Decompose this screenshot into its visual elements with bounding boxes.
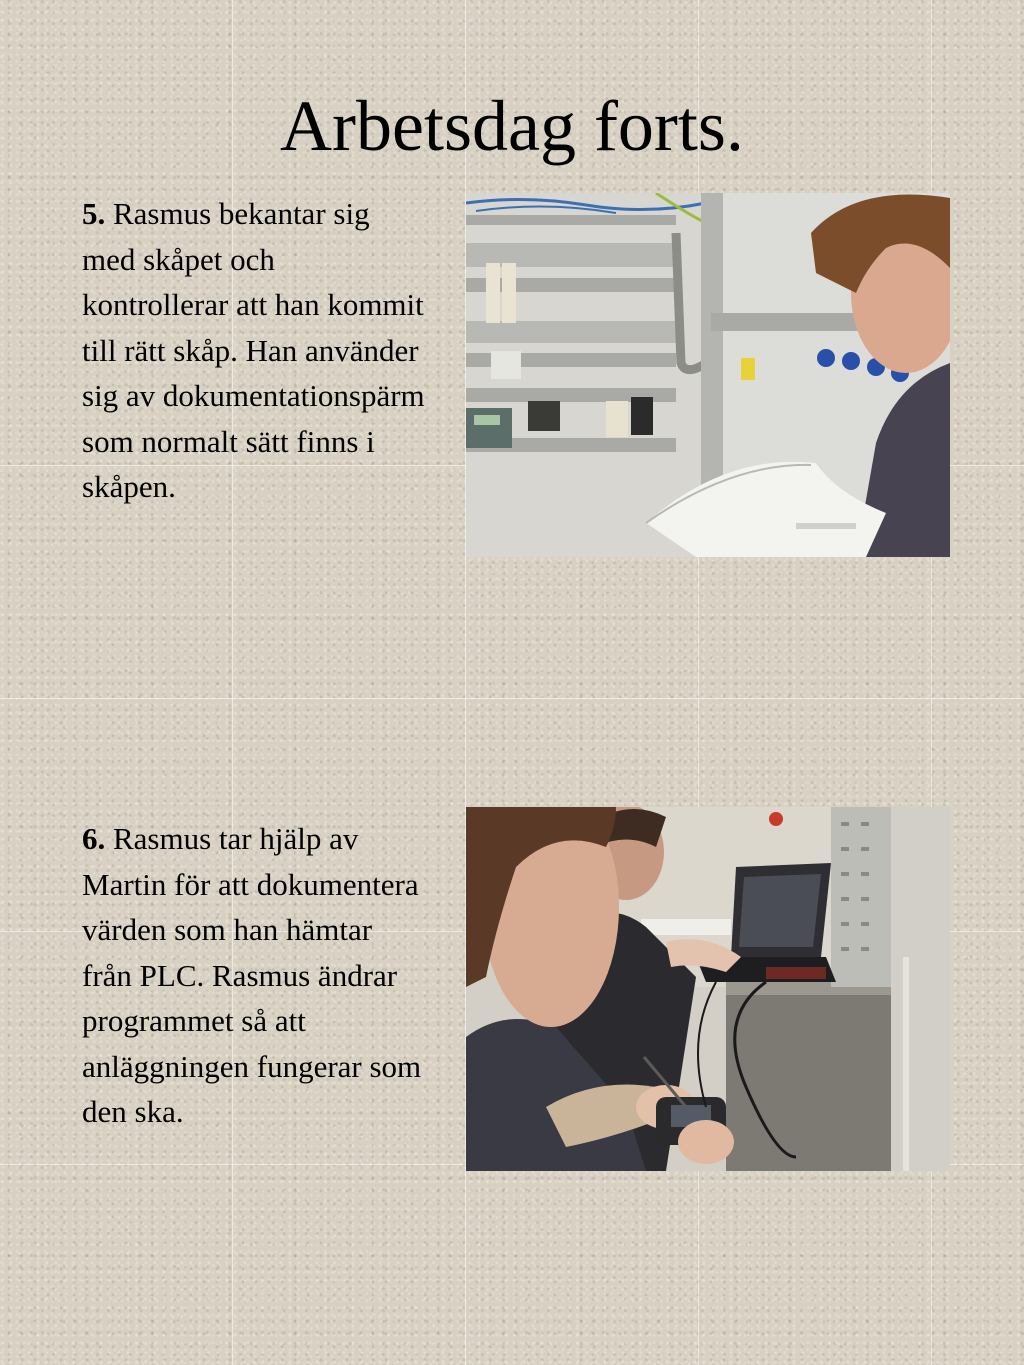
step-number: 5. [82, 196, 106, 231]
step-description: Rasmus bekantar sig med skåpet och kontrollerar att han kommit till rätt skåp. Han använder sig av dokumentationspärm som normalt sätt finns i skåpen. [82, 196, 425, 504]
step-description: Rasmus tar hjälp av Martin för att dokumentera värden som han hämtar från PLC. Rasmus ändrar programmet så att anläggningen fungerar som den ska. [82, 821, 422, 1129]
electrical-cabinet-photo [466, 193, 950, 557]
step-5-text [82, 191, 427, 510]
step-number: 6. [82, 821, 106, 856]
page-title: Arbetsdag forts. [280, 86, 744, 166]
background-grid-line [0, 698, 1024, 699]
step-6-text [82, 816, 427, 1135]
plc-documentation-photo [466, 807, 950, 1171]
